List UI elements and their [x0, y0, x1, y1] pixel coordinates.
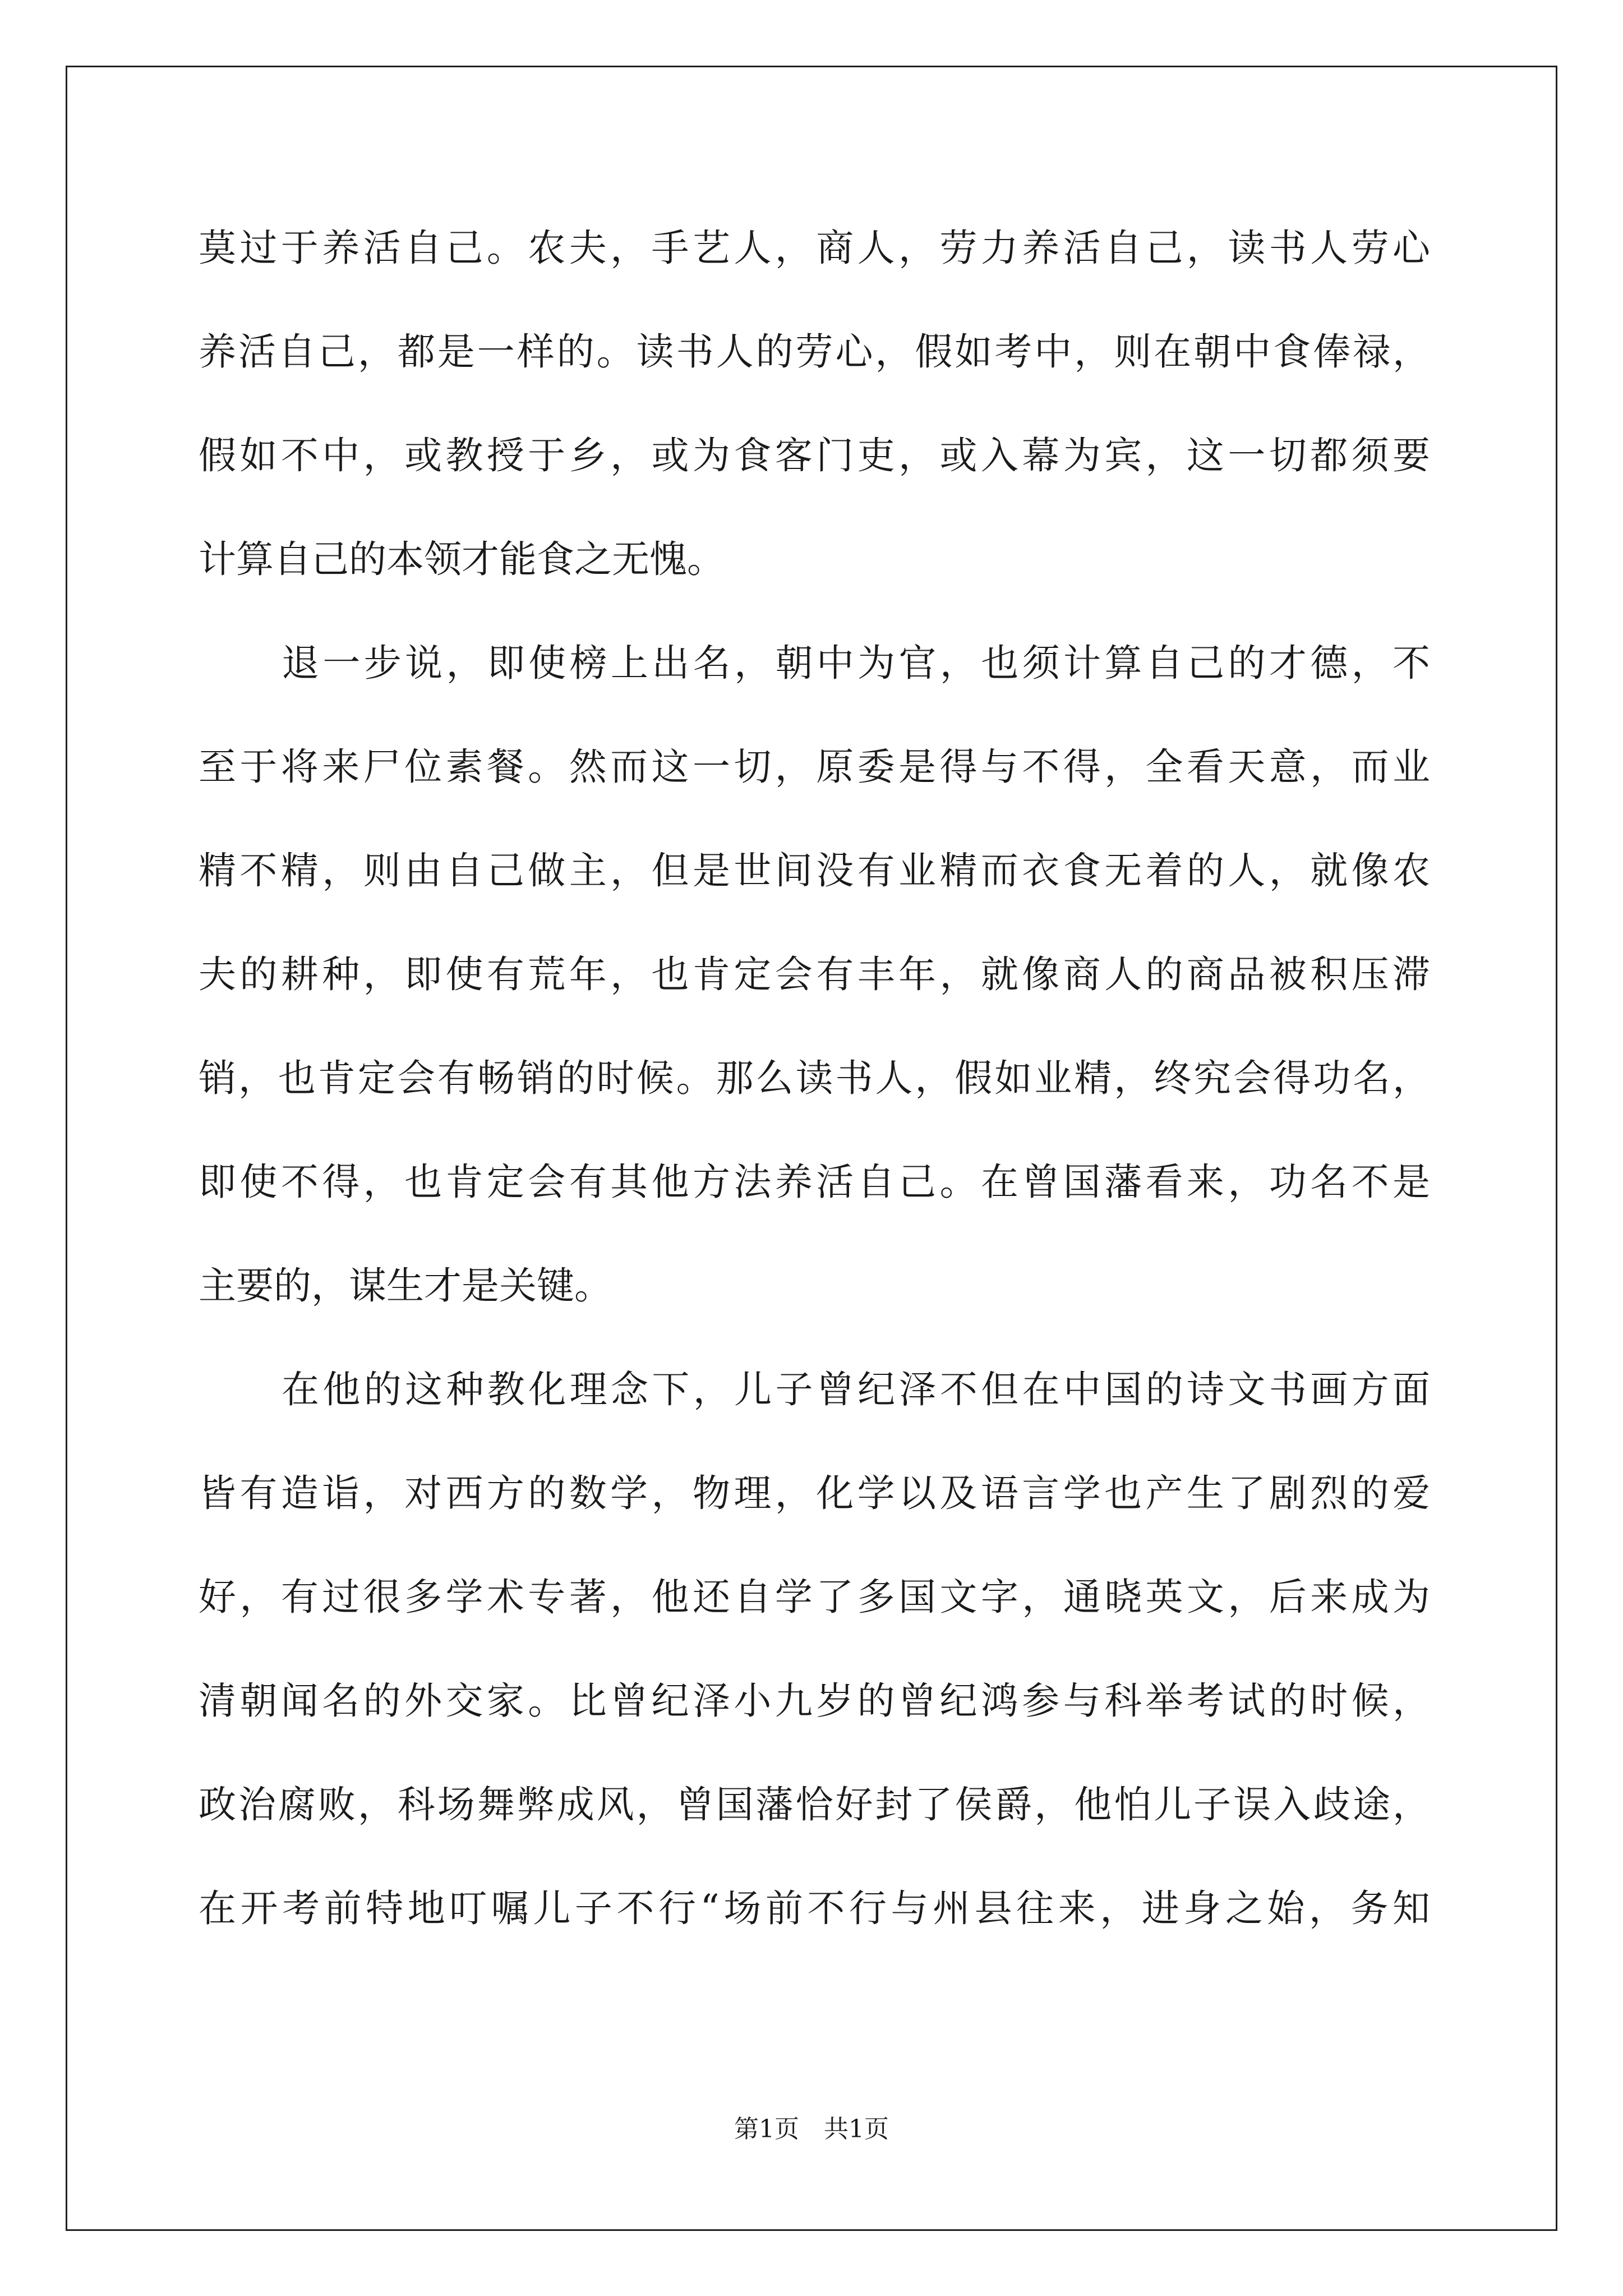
paragraph-2-line-5: 销，也肯定会有畅销的时候。那么读书人，假如业精，终究会得功名，: [199, 1056, 1430, 1100]
paragraph-3-line-5: 政治腐败，科场舞弊成风，曾国藩恰好封了侯爵，他怕儿子误入歧途，: [199, 1783, 1430, 1826]
paragraph-3-line-1: 在他的这种教化理念下，儿子曾纪泽不但在中国的诗文书画方面: [282, 1368, 1430, 1411]
paragraph-1-line-4: 计算自己的本领才能食之无愧。: [199, 537, 725, 581]
paragraph-2-line-1: 退一步说，即使榜上出名，朝中为官，也须计算自己的才德，不: [282, 641, 1430, 685]
paragraph-3-line-2: 皆有造诣，对西方的数学，物理，化学以及语言学也产生了剧烈的爱: [199, 1471, 1430, 1515]
paragraph-3-line-6: 在开考前特地叮嘱儿子不行“场前不行与州县往来，进身之始，务知: [199, 1887, 1430, 1930]
paragraph-2-line-7: 主要的，谋生才是关键。: [199, 1264, 612, 1308]
paragraph-2-line-3: 精不精，则由自己做主，但是世间没有业精而衣食无着的人，就像农: [199, 849, 1430, 892]
paragraph-3-line-3: 好，有过很多学术专著，他还自学了多国文字，通晓英文，后来成为: [199, 1575, 1430, 1619]
paragraph-1-line-1: 莫过于养活自己。农夫，手艺人，商人，劳力养活自己，读书人劳心: [199, 226, 1430, 270]
paragraph-3-line-4: 清朝闻名的外交家。比曾纪泽小九岁的曾纪鸿参与科举考试的时候，: [199, 1679, 1430, 1723]
paragraph-1-line-2: 养活自己，都是一样的。读书人的劳心，假如考中，则在朝中食俸禄，: [199, 330, 1430, 374]
page-footer: [0, 2113, 1623, 2146]
total-pages: 共1页: [824, 2115, 889, 2143]
page-number: 第1页: [734, 2115, 799, 2143]
paragraph-2-line-6: 即使不得，也肯定会有其他方法养活自己。在曾国藩看来，功名不是: [199, 1160, 1430, 1204]
paragraph-2-line-2: 至于将来尸位素餐。然而这一切，原委是得与不得，全看天意，而业: [199, 745, 1430, 789]
paragraph-2-line-4: 夫的耕种，即使有荒年，也肯定会有丰年，就像商人的商品被积压滞: [199, 953, 1430, 996]
paragraph-1-line-3: 假如不中，或教授于乡，或为食客门吏，或入幕为宾，这一切都须要: [199, 434, 1430, 477]
